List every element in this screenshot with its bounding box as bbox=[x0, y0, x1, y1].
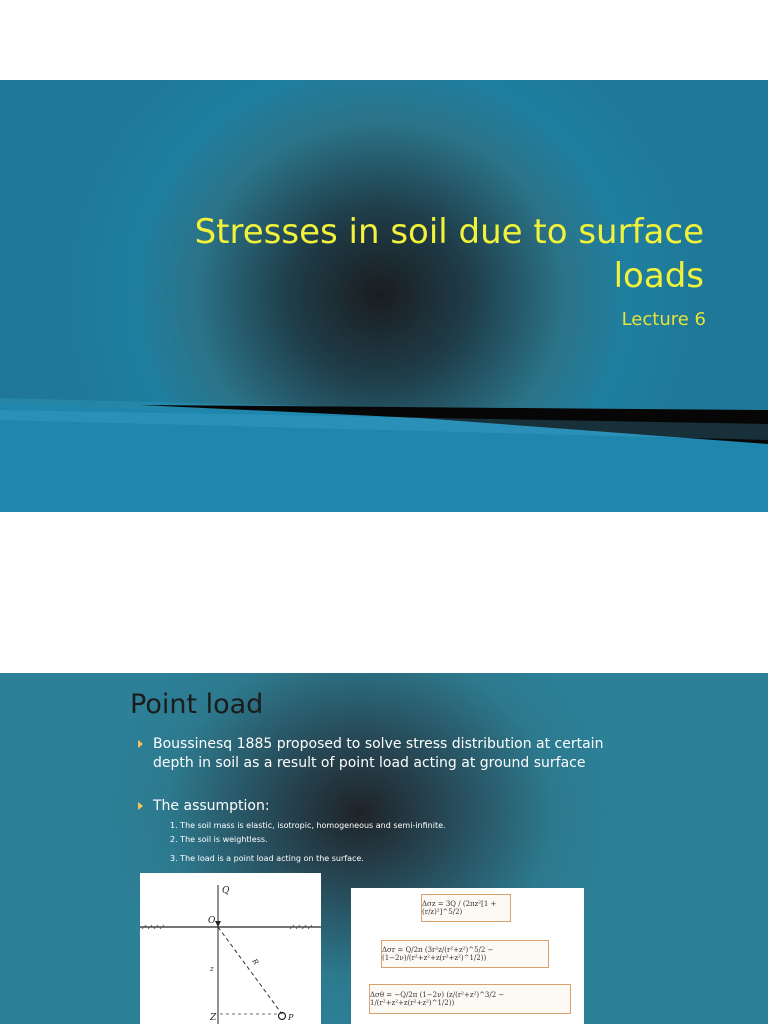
equation-sigma-z: Δσz = 3Q / (2πz²[1 + (r/z)²]^5/2) bbox=[421, 894, 511, 922]
point-load-slide bbox=[0, 673, 768, 1024]
bullet-item: The assumption: bbox=[138, 797, 270, 816]
label-r: R bbox=[250, 957, 260, 967]
label-q: Q bbox=[222, 886, 230, 896]
equations-panel bbox=[351, 888, 584, 1024]
slide-title: Stresses in soil due to surface loads bbox=[194, 212, 704, 296]
assumption-item: 1. The soil mass is elastic, isotropic, homogeneous and semi-infinite. bbox=[170, 821, 446, 830]
slide-title: Point load bbox=[130, 689, 264, 720]
assumption-item: 2. The soil is weightless. bbox=[170, 835, 268, 844]
point-load-diagram bbox=[140, 873, 321, 1024]
title-slide bbox=[0, 80, 768, 512]
bullet-arrow-icon bbox=[138, 740, 143, 748]
equation-sigma-r: Δσr = Q/2π (3r²z/(r²+z²)^5/2 − (1−2ν)/(r²+z²+z(r²+z²)^1/2)) bbox=[381, 940, 549, 968]
label-z-depth: z bbox=[210, 965, 214, 973]
bullet-arrow-icon bbox=[138, 802, 143, 810]
assumption-item: 3. The load is a point load acting on the surface. bbox=[170, 854, 364, 863]
bullet-item: Boussinesq 1885 proposed to solve stress distribution at certain depth in soil as a result of point load acting at ground surface bbox=[138, 735, 638, 773]
label-p: P bbox=[288, 1013, 294, 1022]
equation-sigma-theta: Δσθ = −Q/2π (1−2ν) (z/(r²+z²)^3/2 − 1/(r²+z²+z(r²+z²)^1/2)) bbox=[369, 984, 571, 1014]
slide-subtitle: Lecture 6 bbox=[621, 309, 706, 330]
label-o: O bbox=[208, 916, 216, 926]
label-z: Z bbox=[210, 1013, 217, 1023]
point-load-figure bbox=[140, 873, 321, 1024]
